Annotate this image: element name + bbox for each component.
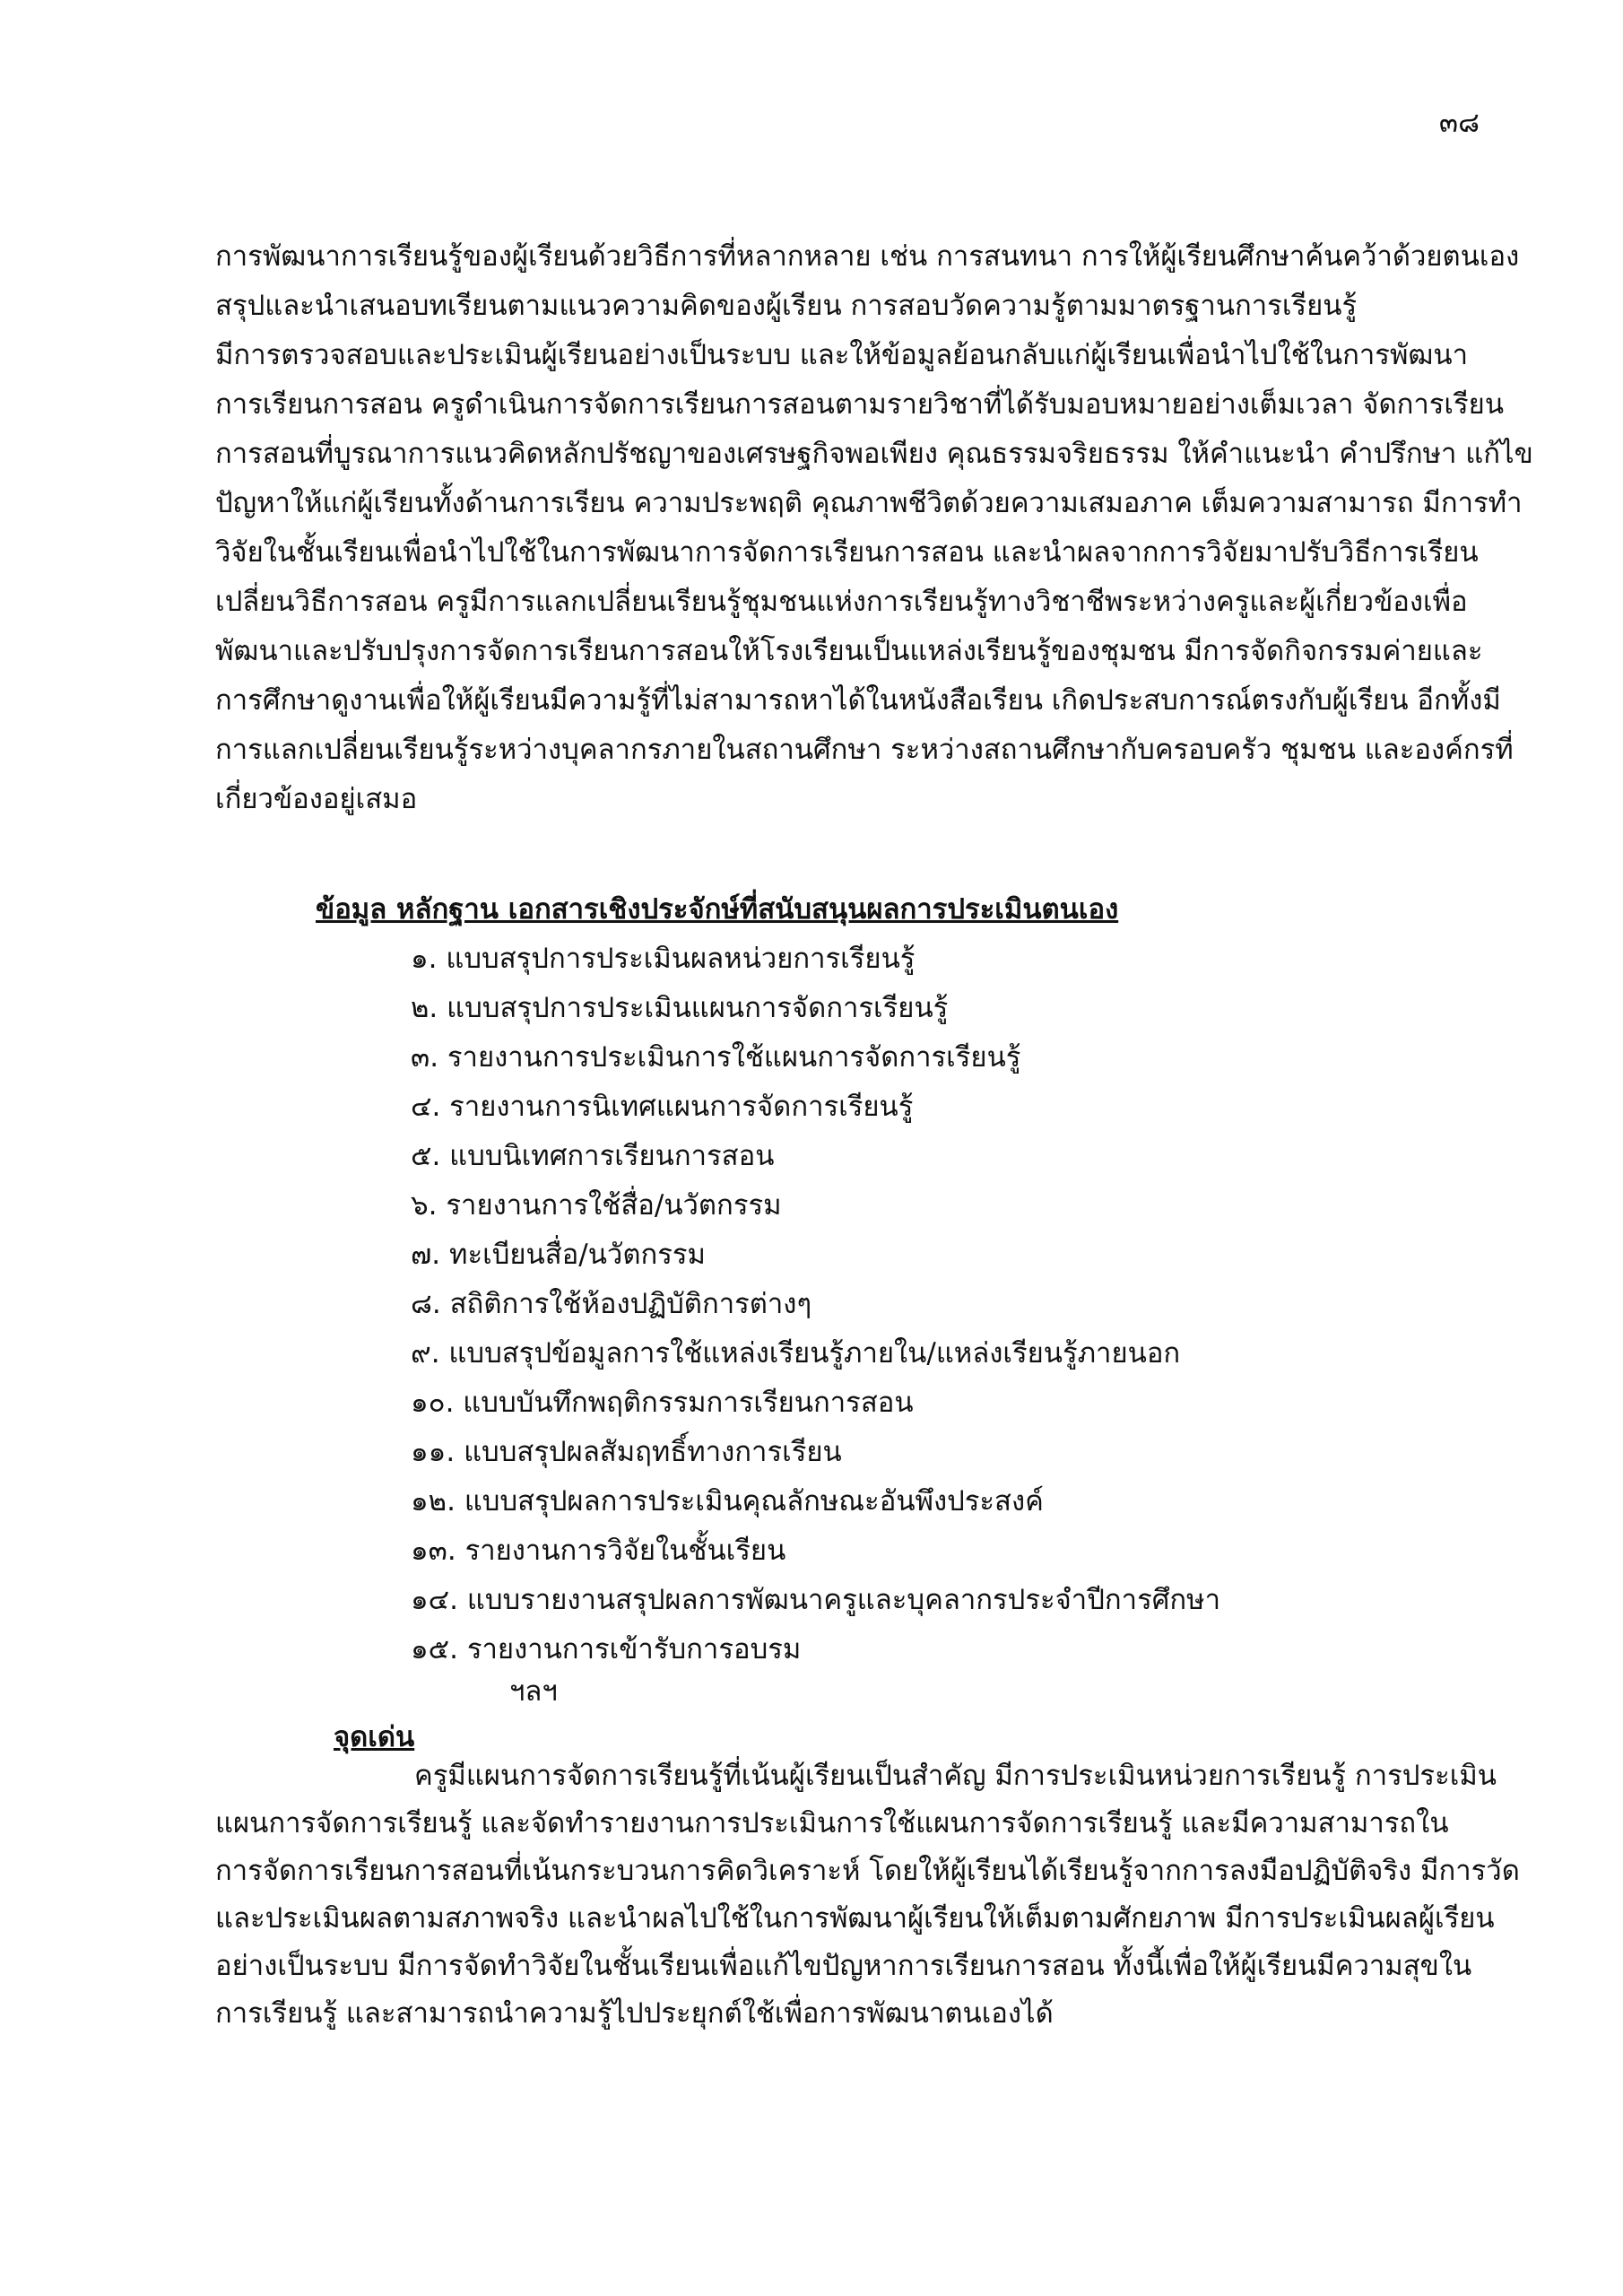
list-item: ๕. แบบนิเทศการเรียนการสอน — [411, 1140, 775, 1172]
list-item: ๑๔. แบบรายงานสรุปผลการพัฒนาครูและบุคลากรประจำปีการศึกษา — [411, 1584, 1221, 1616]
list-item: ๑๓. รายงานการวิจัยในชั้นเรียน — [411, 1535, 786, 1567]
paragraph-line: ครูมีแผนการจัดการเรียนรู้ที่เน้นผู้เรียนเป็นสำคัญ มีการประเมินหน่วยการเรียนรู้ การประเมิน — [414, 1760, 1497, 1792]
etc-marker: ฯลฯ — [509, 1675, 558, 1708]
paragraph-line: ปัญหาให้แก่ผู้เรียนทั้งด้านการเรียน ความประพฤติ คุณภาพชีวิตด้วยความเสมอภาค เต็มความสามารถ มีการทำ — [215, 487, 1523, 519]
list-item: ๗. ทะเบียนสื่อ/นวัตกรรม — [411, 1239, 706, 1271]
list-item: ๑๕. รายงานการเข้ารับการอบรม — [411, 1633, 802, 1665]
paragraph-line: การเรียนรู้ และสามารถนำความรู้ไปประยุกต์ใช้เพื่อการพัฒนาตนเองได้ — [215, 1997, 1054, 2030]
list-item: ๒. แบบสรุปการประเมินแผนการจัดการเรียนรู้ — [411, 992, 949, 1024]
list-item: ๖. รายงานการใช้สื่อ/นวัตกรรม — [411, 1189, 782, 1222]
paragraph-line: วิจัยในชั้นเรียนเพื่อนำไปใช้ในการพัฒนาการจัดการเรียนการสอน และนำผลจากการวิจัยมาปรับวิธีการเรียน — [215, 536, 1479, 569]
list-item: ๙. แบบสรุปข้อมูลการใช้แหล่งเรียนรู้ภายใน/แหล่งเรียนรู้ภายนอก — [411, 1337, 1181, 1370]
paragraph-line: สรุปและนำเสนอบทเรียนตามแนวความคิดของผู้เรียน การสอบวัดความรู้ตามมาตรฐานการเรียนรู้ — [215, 290, 1358, 322]
paragraph-line: การศึกษาดูงานเพื่อให้ผู้เรียนมีความรู้ที่ไม่สามารถหาได้ในหนังสือเรียน เกิดประสบการณ์ตรงกับผู้เรียน อีกทั้งมี — [215, 684, 1501, 717]
paragraph-line: แผนการจัดการเรียนรู้ และจัดทำรายงานการประเมินการใช้แผนการจัดการเรียนรู้ และมีความสามารถใน — [215, 1807, 1449, 1839]
evidence-heading: ข้อมูล หลักฐาน เอกสารเชิงประจักษ์ที่สนับสนุนผลการประเมินตนเอง — [316, 893, 1119, 926]
paragraph-line: และประเมินผลตามสภาพจริง และนำผลไปใช้ในการพัฒนาผู้เรียนให้เต็มตามศักยภาพ มีการประเมินผลผู้เรียน — [215, 1902, 1495, 1935]
list-item: ๑๒. แบบสรุปผลการประเมินคุณลักษณะอันพึงประสงค์ — [411, 1485, 1044, 1518]
paragraph-line: การพัฒนาการเรียนรู้ของผู้เรียนด้วยวิธีการที่หลากหลาย เช่น การสนทนา การให้ผู้เรียนศึกษาค้นคว้าด้วยตนเอง — [215, 240, 1520, 273]
paragraph-line: การจัดการเรียนการสอนที่เน้นกระบวนการคิดวิเคราะห์ โดยให้ผู้เรียนได้เรียนรู้จากการลงมือปฏิบัติจริง มีการวัด — [215, 1855, 1520, 1887]
paragraph-line: มีการตรวจสอบและประเมินผู้เรียนอย่างเป็นระบบ และให้ข้อมูลย้อนกลับแก่ผู้เรียนเพื่อนำไปใช้ในการพัฒนา — [215, 339, 1468, 371]
list-item: ๑๐. แบบบันทึกพฤติกรรมการเรียนการสอน — [411, 1387, 914, 1419]
evidence-list — [411, 935, 1220, 1674]
highlight-heading: จุดเด่น — [334, 1721, 415, 1753]
paragraph-line: อย่างเป็นระบบ มีการจัดทำวิจัยในชั้นเรียนเพื่อแก้ไขปัญหาการเรียนการสอน ทั้งนี้เพื่อให้ผู้เรียนมีความสุขใน — [215, 1950, 1472, 1982]
list-item: ๑๑. แบบสรุปผลสัมฤทธิ์ทางการเรียน — [411, 1436, 842, 1468]
list-item: ๘. สถิติการใช้ห้องปฏิบัติการต่างๆ — [411, 1288, 812, 1320]
paragraph-line: เกี่ยวข้องอยู่เสมอ — [215, 783, 418, 815]
paragraph-line: การเรียนการสอน ครูดำเนินการจัดการเรียนการสอนตามรายวิชาที่ได้รับมอบหมายอย่างเต็มเวลา จัดการเรียน — [215, 388, 1505, 421]
paragraph-line: เปลี่ยนวิธีการสอน ครูมีการแลกเปลี่ยนเรียนรู้ชุมชนแห่งการเรียนรู้ทางวิชาชีพระหว่างครูและผู้เกี่ยวข้องเพื่อ — [215, 586, 1468, 618]
list-item: ๓. รายงานการประเมินการใช้แผนการจัดการเรียนรู้ — [411, 1041, 1021, 1074]
list-item: ๔. รายงานการนิเทศแผนการจัดการเรียนรู้ — [411, 1091, 914, 1123]
paragraph-line: พัฒนาและปรับปรุงการจัดการเรียนการสอนให้โรงเรียนเป็นแหล่งเรียนรู้ของชุมชน มีการจัดกิจกรรมค่ายและ — [215, 635, 1483, 667]
paragraph-line: การสอนที่บูรณาการแนวคิดหลักปรัชญาของเศรษฐกิจพอเพียง คุณธรรมจริยธรรม ให้คำแนะนำ คำปรึกษา แก้ไข — [215, 438, 1533, 470]
page-number: ๓๘ — [1438, 107, 1480, 139]
paragraph-line: การแลกเปลี่ยนเรียนรู้ระหว่างบุคลากรภายในสถานศึกษา ระหว่างสถานศึกษากับครอบครัว ชุมชน และองค์กรที่ — [215, 734, 1514, 766]
list-item: ๑. แบบสรุปการประเมินผลหน่วยการเรียนรู้ — [411, 943, 916, 975]
